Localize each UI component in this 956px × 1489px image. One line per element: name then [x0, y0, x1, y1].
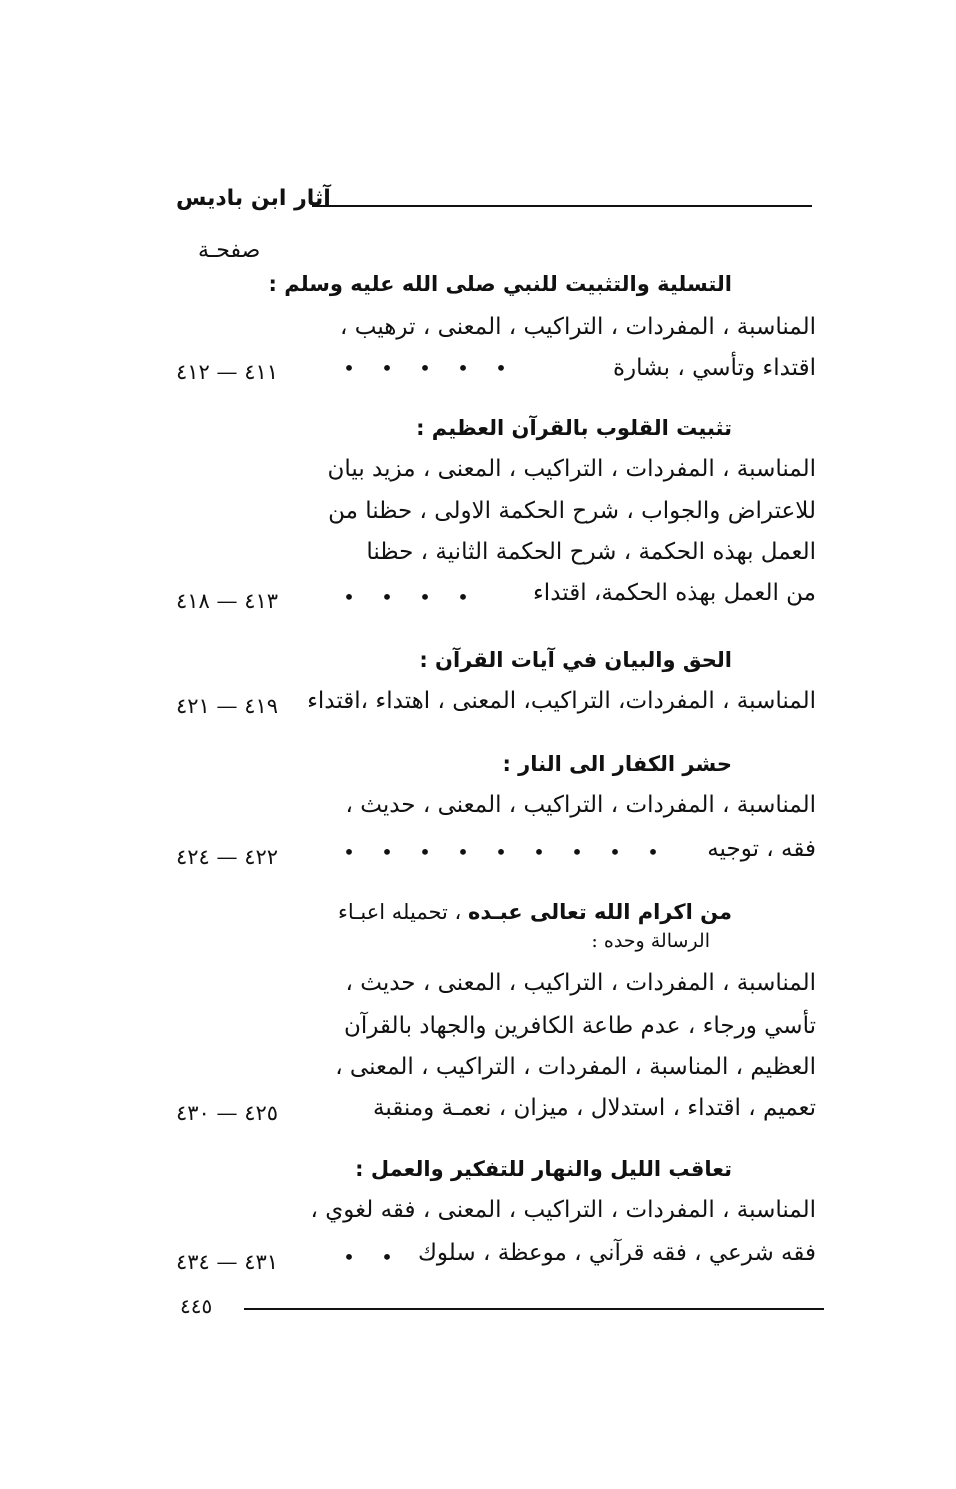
entry-line: المناسبة ، المفردات ، التراكيب ، المعنى ، حديث ،: [345, 792, 816, 818]
page-range: ٤٢٢ — ٤٢٤: [176, 845, 279, 869]
page-number: ٤٤٥: [180, 1294, 213, 1318]
entry-line: اقتداء وتأسي ، بشارة: [612, 355, 816, 381]
section-heading-line2: الرسالة وحده :: [591, 930, 710, 952]
page-range: ٤٣١ — ٤٣٤: [176, 1250, 279, 1274]
entry-line: تأسي ورجاء ، عدم طاعة الكافرين والجهاد بالقرآن: [343, 1013, 816, 1039]
page-range: ٤٢٥ — ٤٣٠: [176, 1101, 279, 1125]
book-title: آثار ابن باديس: [176, 186, 331, 211]
section-heading-rest: ، تحميله اعبـاء: [337, 900, 462, 924]
section-heading: الحق والبيان في آيات القرآن :: [419, 648, 732, 672]
section-heading: تثبيت القلوب بالقرآن العظيم :: [416, 416, 732, 440]
section-heading: حشر الكفار الى النار :: [502, 752, 732, 776]
entry-line: المناسبة ، المفردات، التراكيب، المعنى ، اهتداء ،اقتداء: [307, 688, 816, 714]
entry-line: المناسبة ، المفردات ، التراكيب ، المعنى ، فقه لغوي ،: [310, 1197, 816, 1223]
footer-rule: [244, 1308, 824, 1310]
header-rule: [312, 205, 812, 207]
entry-line: تعميم ، اقتداء ، استدلال ، ميزان ، نعمـة ومنقبة: [372, 1095, 816, 1121]
leader-dots: • • • • • • • • •: [343, 840, 659, 864]
section-heading-block: [338, 900, 732, 924]
section-heading: تعاقب الليل والنهار للتفكير والعمل :: [355, 1157, 732, 1181]
entry-line: للاعتراض والجواب ، شرح الحكمة الاولى ، حظنا من: [328, 498, 816, 524]
page-range: ٤١٩ — ٤٢١: [176, 694, 279, 718]
entry-line: المناسبة ، المفردات ، التراكيب ، المعنى ، مزيد بيان: [327, 456, 816, 482]
leader-dots: • •: [343, 1245, 393, 1269]
page-range: ٤١٣ — ٤١٨: [176, 589, 279, 613]
entry-line: العمل بهذه الحكمة ، شرح الحكمة الثانية ، حظنا: [366, 539, 816, 565]
leader-dots: • • • • •: [343, 356, 507, 380]
page-column-label: صفحـة: [198, 238, 261, 263]
leader-dots: • • • •: [343, 585, 469, 609]
page-range: ٤١١ — ٤١٢: [176, 360, 279, 384]
section-heading: التسلية والتثبيت للنبي صلى الله عليه وسلم :: [268, 272, 732, 296]
section-heading: من اكرام الله تعالى عبـده: [468, 900, 732, 924]
entry-line: فقه ، توجيه: [707, 836, 816, 862]
entry-line: المناسبة ، المفردات ، التراكيب ، المعنى ، ترهيب ،: [340, 314, 816, 340]
entry-line: من العمل بهذه الحكمة، اقتداء: [532, 580, 816, 606]
entry-line: فقه شرعي ، فقه قرآني ، موعظة ، سلوك: [417, 1240, 816, 1266]
entry-line: المناسبة ، المفردات ، التراكيب ، المعنى ، حديث ،: [345, 970, 816, 996]
entry-line: العظيم ، المناسبة ، المفردات ، التراكيب ، المعنى ،: [335, 1054, 816, 1080]
